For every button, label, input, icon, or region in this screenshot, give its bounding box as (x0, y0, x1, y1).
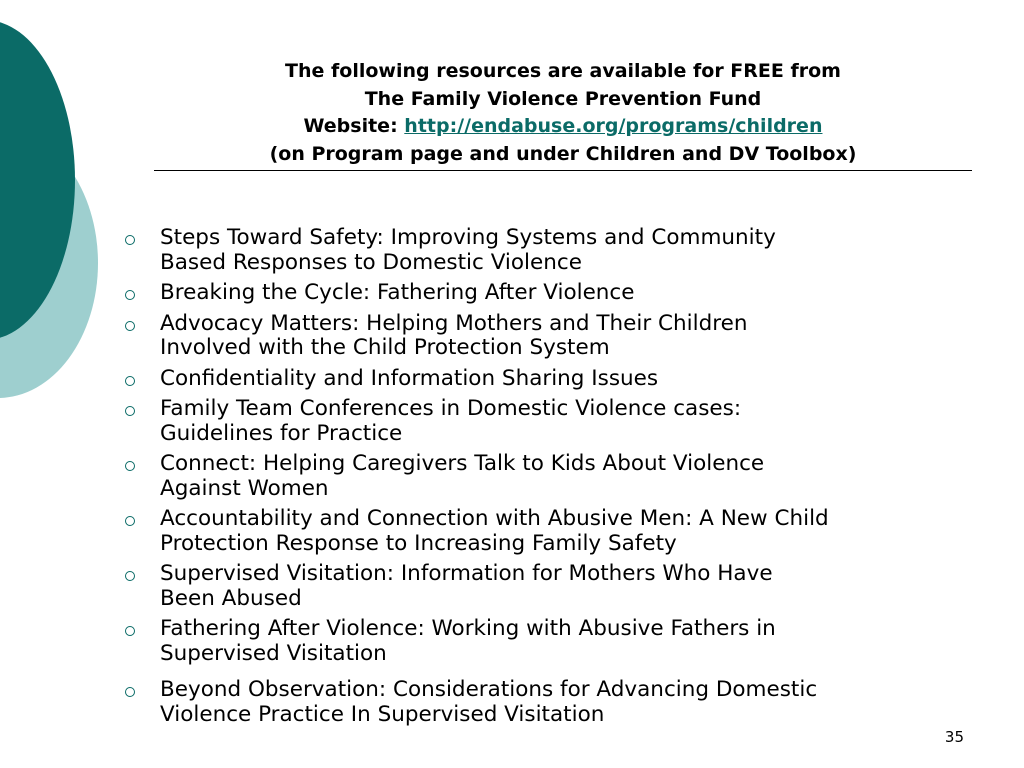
hollow-circle-bullet-icon (125, 376, 135, 386)
hollow-circle-bullet-icon (125, 290, 135, 300)
list-item (120, 617, 1000, 666)
title-line-2: The Family Violence Prevention Fund (364, 87, 762, 110)
list-item-line: Breaking the Cycle: Fathering After Violence (160, 280, 635, 305)
list-item (120, 397, 1000, 446)
hollow-circle-bullet-icon (125, 406, 135, 416)
hollow-circle-bullet-icon (125, 571, 135, 581)
list-item-line: Involved with the Child Protection System (160, 335, 610, 360)
hollow-circle-bullet-icon (125, 687, 135, 697)
list-item-line: Supervised Visitation (160, 640, 387, 666)
list-item-line: Advocacy Matters: Helping Mothers and Their Children (160, 310, 748, 336)
hollow-circle-bullet-icon (125, 516, 135, 526)
list-item-line: Been Abused (160, 585, 302, 611)
list-item-line: Confidentiality and Information Sharing Issues (160, 365, 659, 391)
title-divider (154, 170, 972, 171)
title-website-line (154, 113, 972, 141)
list-item (120, 226, 1000, 275)
hollow-circle-bullet-icon (125, 626, 135, 636)
hollow-circle-bullet-icon (125, 461, 135, 471)
page-number: 35 (944, 728, 964, 746)
hollow-circle-bullet-icon (125, 235, 135, 245)
list-item (120, 507, 1000, 556)
list-item (120, 367, 1000, 392)
list-item (120, 562, 1000, 611)
list-item-line: Fathering After Violence: Working with Abusive Fathers in (160, 616, 776, 641)
list-item (120, 678, 1000, 727)
website-link[interactable]: http://endabuse.org/programs/children (404, 115, 823, 137)
website-label: Website: (303, 115, 405, 137)
resource-list (120, 226, 1000, 733)
list-item (120, 452, 1000, 501)
list-item-line: Beyond Observation: Considerations for Advancing Domestic (160, 677, 818, 702)
list-item-line: Guidelines for Practice (160, 420, 403, 446)
slide-title (154, 58, 972, 168)
list-item-line: Supervised Visitation: Information for Mothers Who Have (160, 561, 773, 586)
list-item-line: Connect: Helping Caregivers Talk to Kids About Violence (160, 451, 765, 476)
list-item-line: Accountability and Connection with Abusive Men: A New Child (160, 506, 829, 531)
hollow-circle-bullet-icon (125, 321, 135, 331)
list-item-line: Based Responses to Domestic Violence (160, 249, 582, 275)
list-item (120, 281, 1000, 306)
list-item-line: Protection Response to Increasing Family Safety (160, 530, 677, 556)
list-item-line: Against Women (160, 475, 329, 501)
list-item-line: Family Team Conferences in Domestic Violence cases: (160, 396, 742, 421)
list-item-line: Steps Toward Safety: Improving Systems and Community (160, 225, 776, 250)
title-line-1: The following resources are available for FREE from (285, 60, 841, 82)
list-item (120, 312, 1000, 361)
title-line-4: (on Program page and under Children and DV Toolbox) (269, 142, 857, 165)
list-item-line: Violence Practice In Supervised Visitation (160, 701, 605, 727)
